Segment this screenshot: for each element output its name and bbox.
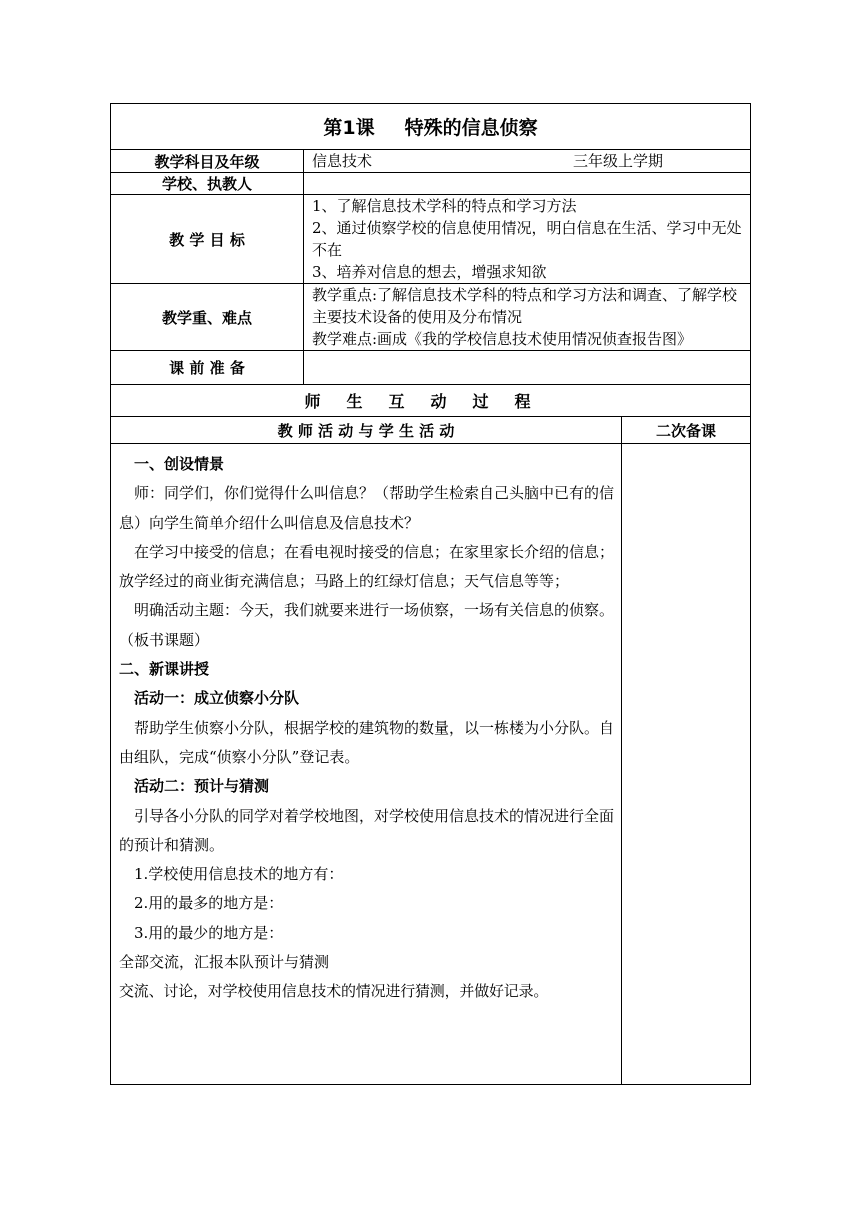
paragraph: 在学习中接受的信息；在看电视时接受的信息；在家里家长介绍的信息；放学经过的商业街充满信息；马路上的红绿灯信息；天气信息等等； (119, 542, 615, 591)
question-item: 3.用的最少的地方是： (134, 923, 284, 942)
revision-column-header: 二次备课 (622, 417, 751, 444)
paragraph: 全部交流，汇报本队预计与猜测 (119, 953, 330, 972)
difficult-point: 教学难点:画成《我的学校信息技术使用情况侦查报告图》 (312, 330, 693, 348)
paragraph: 交流、讨论，对学校使用信息技术的情况进行猜测，并做好记录。 (119, 982, 549, 1001)
subject-label: 教学科目及年级 (111, 150, 304, 173)
goal-item: 3、培养对信息的想去，增强求知欲 (312, 263, 547, 281)
paragraph: 明确活动主题：今天，我们就要来进行一场侦察，一场有关信息的侦察。（板书课题） (119, 601, 615, 649)
activity-column-header: 教 师 活 动 与 学 生 活 动 (111, 417, 622, 444)
key-point: 教学重点:了解信息技术学科的特点和学习方法和调查、了解学校主要技术设备的使用及分布情况 (312, 286, 738, 326)
grade-value: 三年级上学期 (573, 152, 664, 170)
activity-content (111, 444, 622, 1085)
process-title: 师生互动过程 (111, 385, 751, 417)
goals-label: 教 学 目 标 (111, 195, 304, 284)
key-points-cell (304, 284, 751, 351)
paragraph: 引导各小分队的同学对着学校地图，对学校使用信息技术的情况进行全面的预计和猜测。 (119, 806, 615, 854)
school-teacher-label: 学校、执教人 (111, 173, 304, 195)
lesson-plan-table (110, 103, 751, 1085)
goals-cell (304, 195, 751, 284)
preparation-value (304, 351, 751, 385)
section-heading: 一、创设情景 (134, 455, 225, 473)
activity-heading: 活动二：预计与猜测 (134, 777, 270, 796)
goal-item: 2、通过侦察学校的信息使用情况，明白信息在生活、学习中无处不在 (312, 219, 742, 259)
section-heading: 二、新课讲授 (119, 660, 210, 679)
activity-heading: 活动一：成立侦察小分队 (134, 689, 300, 708)
lesson-title (111, 104, 751, 150)
key-points-label: 教学重、难点 (111, 284, 304, 351)
paragraph: 帮助学生侦察小分队，根据学校的建筑物的数量，以一栋楼为小分队。自由组队，完成“侦察小分队”登记表。 (119, 718, 615, 766)
lesson-plan-document (110, 103, 750, 1085)
school-teacher-value (304, 173, 751, 195)
lesson-number: 第1课 (323, 117, 375, 139)
subject-grade-cell (304, 150, 751, 173)
lesson-name: 特殊的信息侦察 (404, 117, 538, 139)
subject-value: 信息技术 (312, 152, 373, 170)
preparation-label: 课 前 准 备 (111, 351, 304, 385)
goal-item: 1、了解信息技术学科的特点和学习方法 (312, 197, 577, 215)
question-item: 2.用的最多的地方是： (134, 894, 284, 913)
revision-notes-cell (622, 444, 751, 1085)
question-item: 1.学校使用信息技术的地方有： (134, 865, 344, 884)
paragraph: 师：同学们，你们觉得什么叫信息？（帮助学生检索自己头脑中已有的信息）向学生简单介绍什么叫信息及信息技术？ (119, 484, 615, 532)
